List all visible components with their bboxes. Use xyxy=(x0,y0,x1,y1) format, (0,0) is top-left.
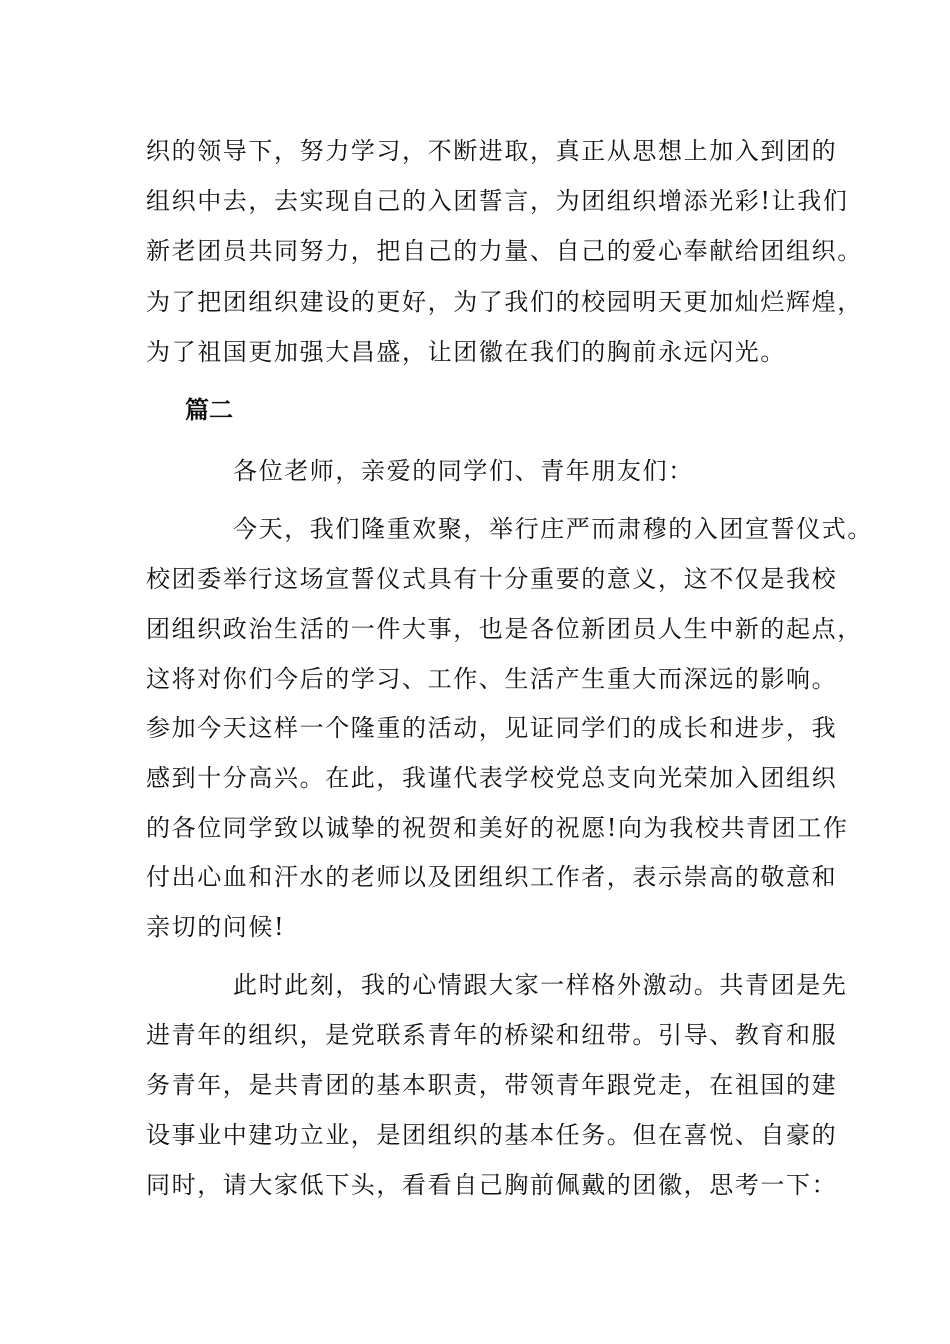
text-line: 为了祖国更加强大昌盛，让团徽在我们的胸前永远闪光。 xyxy=(146,338,786,366)
text-line: 付出心血和汗水的老师以及团组织工作者，表示崇高的敬意和 xyxy=(146,863,838,891)
text-line: 同时，请大家低下头，看看自己胸前佩戴的团徽，思考一下： xyxy=(146,1171,838,1199)
text-line: 织的领导下，努力学习，不断进取，真正从思想上加入到团的 xyxy=(146,137,838,165)
text-line: 今天，我们隆重欢聚，举行庄严而肃穆的入团宣誓仪式。 xyxy=(233,515,873,543)
text-line: 这将对你们今后的学习、工作、生活产生重大而深远的影响。 xyxy=(146,665,838,693)
text-line: 组织中去，去实现自己的入团誓言，为团组织增添光彩!让我们 xyxy=(146,187,849,215)
text-line: 此时此刻，我的心情跟大家一样格外激动。共青团是先 xyxy=(233,971,848,999)
text-line: 务青年，是共青团的基本职责，带领青年跟党走，在祖国的建 xyxy=(146,1071,838,1099)
greeting-line: 各位老师，亲爱的同学们、青年朋友们： xyxy=(233,457,694,485)
section-heading: 篇二 xyxy=(185,396,233,424)
text-line: 感到十分高兴。在此，我谨代表学校党总支向光荣加入团组织 xyxy=(146,764,838,792)
text-line: 团组织政治生活的一件大事，也是各位新团员人生中新的起点， xyxy=(146,615,863,643)
text-line: 亲切的问候! xyxy=(146,913,286,941)
text-line: 进青年的组织，是党联系青年的桥梁和纽带。引导、教育和服 xyxy=(146,1021,838,1049)
text-line: 参加今天这样一个隆重的活动，见证同学们的成长和进步，我 xyxy=(146,714,838,742)
text-line: 设事业中建功立业，是团组织的基本任务。但在喜悦、自豪的 xyxy=(146,1121,838,1149)
text-line: 新老团员共同努力，把自己的力量、自己的爱心奉献给团组织。 xyxy=(146,237,863,265)
text-line: 为了把团组织建设的更好，为了我们的校园明天更加灿烂辉煌， xyxy=(146,288,863,316)
text-line: 的各位同学致以诚挚的祝贺和美好的祝愿!向为我校共青团工作 xyxy=(146,814,849,842)
text-line: 校团委举行这场宣誓仪式具有十分重要的意义，这不仅是我校 xyxy=(146,565,838,593)
